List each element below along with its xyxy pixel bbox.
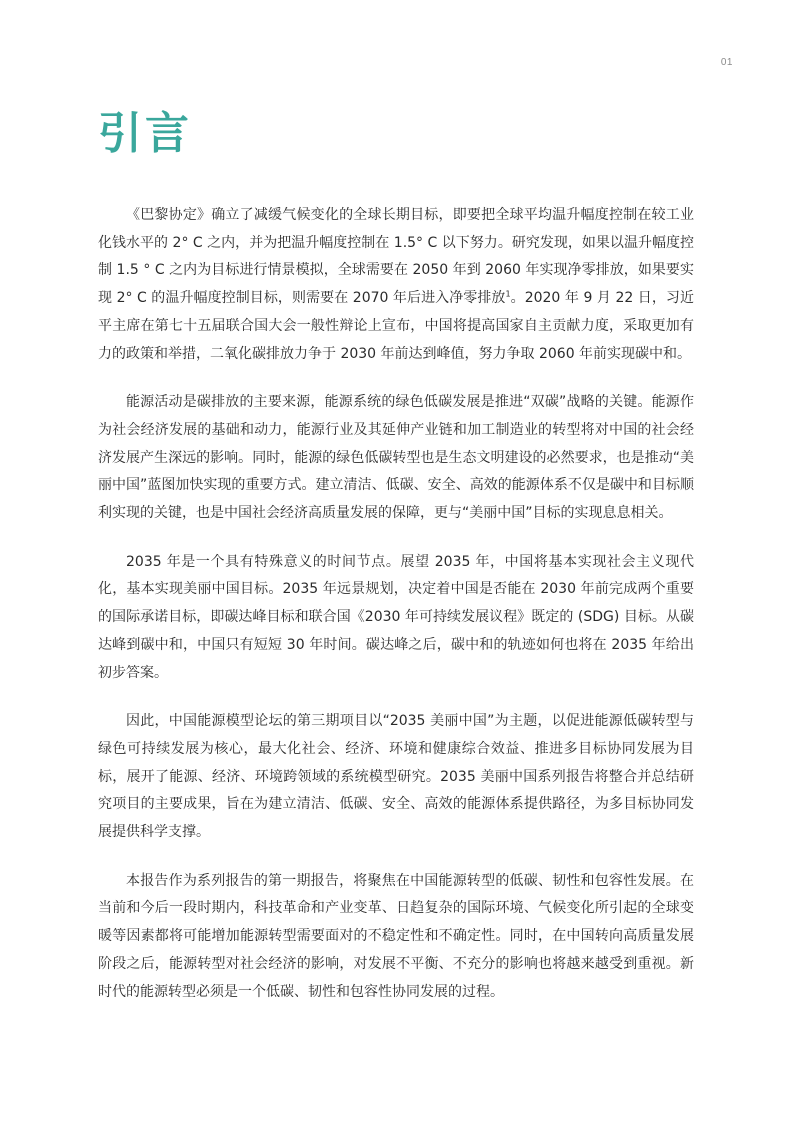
paragraph-2035-milestone: 2035 年是一个具有特殊意义的时间节点。展望 2035 年，中国将基本实现社会主义现代化，基本实现美丽中国目标。2035 年远景规划，决定着中国是否能在 2030 年前完成两个重要的国际承诺目标，即碳达峰目标和联合国《2030 年可持续发展议程》既定的 (SDG) 目标。从碳达峰到碳中和，中国只有短短 30 年时间。碳达峰之后，碳中和的轨迹如何也将在 2035 年给出初步答案。 (98, 553, 694, 681)
footnote-marker[interactable]: 1 (505, 289, 511, 299)
paragraph-forum-project: 因此，中国能源模型论坛的第三期项目以“2035 美丽中国”为主题，以促进能源低碳转型与绿色可持续发展为核心，最大化社会、经济、环境和健康综合效益、推进多目标协同发展为目标，展开了能源、经济、环境跨领域的系统模型研究。2035 美丽中国系列报告将整合并总结研究项目的主要成果，旨在为建立清洁、低碳、安全、高效的能源体系提供路径，为多目标协同发展提供科学支撑。 (98, 713, 694, 841)
paragraph-energy-activity: 能源活动是碳排放的主要来源，能源系统的绿色低碳发展是推进“双碳”战略的关键。能源作为社会经济发展的基础和动力，能源行业及其延伸产业链和加工制造业的转型将对中国的社会经济发展产生深远的影响。同时，能源的绿色低碳转型也是生态文明建设的必然要求，也是推动“美丽中国”蓝图加快实现的重要方式。建立清洁、低碳、安全、高效的能源体系不仅是碳中和目标顺利实现的关键，也是中国社会经济高质量发展的保障，更与“美丽中国”目标的实现息息相关。 (98, 394, 694, 522)
paragraph-report-focus: 本报告作为系列报告的第一期报告，将聚焦在中国能源转型的低碳、韧性和包容性发展。在当前和今后一段时期内，科技革命和产业变革、日趋复杂的国际环境、气候变化所引起的全球变暖等因素都将可能增加能源转型需要面对的不稳定性和不确定性。同时，在中国转向高质量发展阶段之后，能源转型对社会经济的影响，对发展不平衡、不充分的影响也将越来越受到重视。新时代的能源转型必须是一个低碳、韧性和包容性协同发展的过程。 (98, 872, 694, 1000)
paragraph-paris-agreement (98, 202, 694, 368)
page-number: 01 (720, 57, 733, 68)
paragraph-text: 。2020 年 9 月 22 日，习近平主席在第七十五届联合国大会一般性辩论上宣布，中国将提高国家自主贡献力度，采取更加有力的政策和举措，二氧化碳排放力争于 2030 年前达到峰值，努力争取 2060 年前实现碳中和。 (98, 290, 694, 362)
paragraph-text: 《巴黎协定》确立了减缓气候变化的全球长期目标，即要把全球平均温升幅度控制在较工业化钱水平的 2° C 之内，并为把温升幅度控制在 1.5° C 以下努力。研究发现，如果以温升幅度控制 1.5 ° C 之内为目标进行情景模拟，全球需要在 2050 年到 2060 年实现净零排放，如果要实现 2° C 的温升幅度控制目标，则需要在 2070 年后进入净零排放 (98, 207, 694, 307)
page-title: 引言 (98, 108, 192, 159)
body-text (98, 202, 694, 1027)
